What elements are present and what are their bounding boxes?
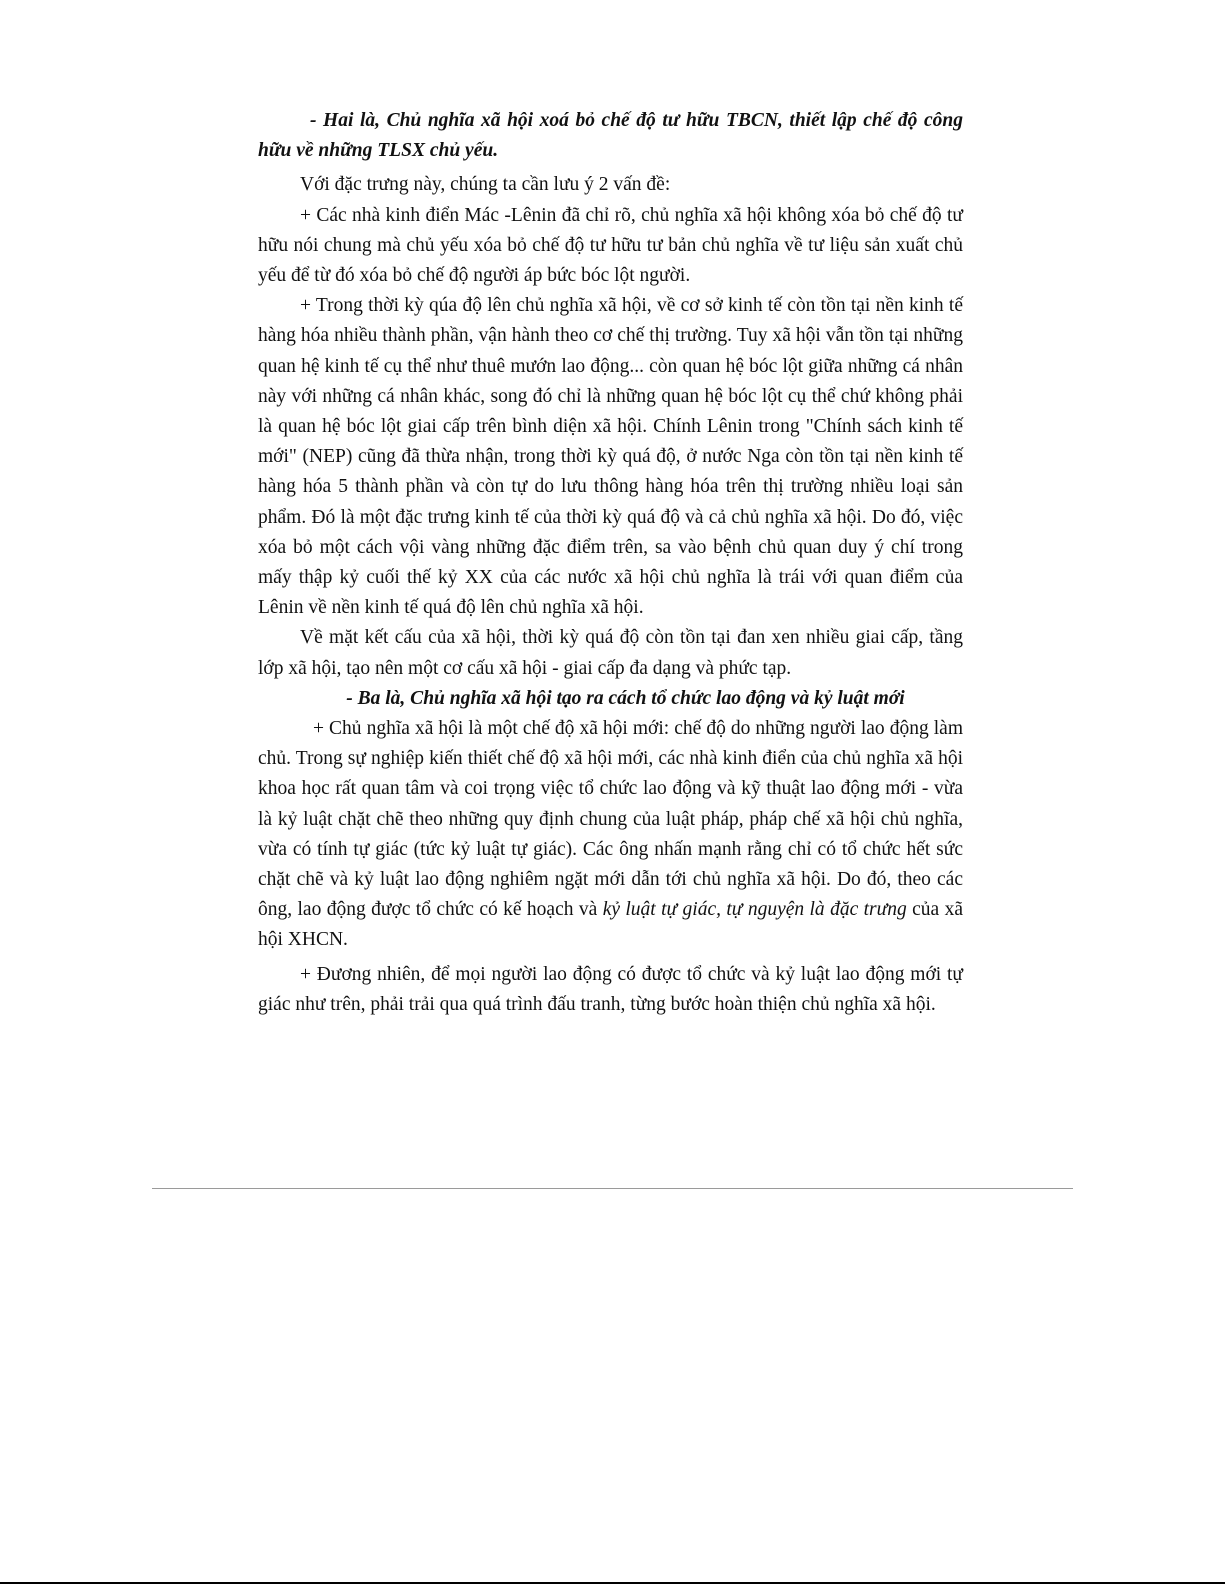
paragraph-conclusion: + Đương nhiên, để mọi người lao động có được tổ chức và kỷ luật lao động mới tự giác như trên, phải trải qua quá trình đấu tranh, từng bước hoàn thiện chủ nghĩa xã hội.	[258, 963, 963, 1015]
page-separator-line	[152, 1188, 1073, 1189]
paragraph-labor-emphasis: kỷ luật tự giác, tự nguyện là đặc trưng	[602, 899, 907, 921]
section-heading-three: - Ba là, Chủ nghĩa xã hội tạo ra cách tổ chức lao động và kỷ luật mới	[346, 687, 905, 709]
paragraph-point-two: + Trong thời kỳ qúa độ lên chủ nghĩa xã hội, về cơ sở kinh tế còn tồn tại nền kinh tế hàng hóa nhiều thành phần, vận hành theo cơ chế thị trường. Tuy xã hội vẫn tồn tại những quan hệ kinh tế cụ thể như thuê mướn lao động... còn quan hệ bóc lột giữa những cá nhân này với những cá nhân khác, song đó chỉ là những quan hệ bóc lột cụ thể chứ không phải là quan hệ bóc lột giai cấp trên bình diện xã hội. Chính Lênin trong "Chính sách kinh tế mới" (NEP) cũng đã thừa nhận, trong thời kỳ quá độ, ở nước Nga còn tồn tại nền kinh tế hàng hóa 5 thành phần và còn tự do lưu thông hàng hóa trên thị trường nhiều loại sản phẩm. Đó là một đặc trưng kinh tế của thời kỳ quá độ và cả chủ nghĩa xã hội. Do đó, việc xóa bỏ một cách vội vàng những đặc điểm trên, sa vào bệnh chủ quan duy ý chí trong mấy thập kỷ cuối thế kỷ XX của các nước xã hội chủ nghĩa là trái với quan điểm của Lênin về nền kinh tế quá độ lên chủ nghĩa xã hội.	[258, 295, 963, 619]
paragraph-point-one: + Các nhà kinh điển Mác -Lênin đã chỉ rõ, chủ nghĩa xã hội không xóa bỏ chế độ tư hữu nói chung mà chủ yếu xóa bỏ chế độ tư hữu tư bản chủ nghĩa về tư liệu sản xuất chủ yếu để từ đó xóa bỏ chế độ người áp bức bóc lột người.	[258, 204, 963, 287]
section-heading-two: - Hai là, Chủ nghĩa xã hội xoá bỏ chế độ tư hữu TBCN, thiết lập chế độ công hữu về những TLSX chủ yếu.	[258, 110, 963, 162]
paragraph-labor-end: của xã hội XHCN.	[258, 899, 964, 951]
paragraph-intro: Với đặc trưng này, chúng ta cần lưu ý 2 vấn đề:	[300, 174, 671, 196]
paragraph-social-structure: Về mặt kết cấu của xã hội, thời kỳ quá độ còn tồn tại đan xen nhiều giai cấp, tầng lớp xã hội, tạo nên một cơ cấu xã hội - giai cấp đa dạng và phức tạp.	[258, 627, 963, 679]
bottom-border-line	[0, 1582, 1225, 1584]
document-body	[258, 106, 963, 1020]
paragraph-labor-text: + Chủ nghĩa xã hội là một chế độ xã hội mới: chế độ do những người lao động làm chủ. Trong sự nghiệp kiến thiết chế độ xã hội mới, các nhà kinh điển của chủ nghĩa xã hội khoa học rất quan tâm và coi trọng việc tổ chức lao động và kỹ thuật lao động mới - vừa là kỷ luật chặt chẽ theo những quy định chung của luật pháp, pháp chế xã hội chủ nghĩa, vừa có tính tự giác (tức kỷ luật tự giác). Các ông nhấn mạnh rằng chỉ có tổ chức hết sức chặt chẽ và kỷ luật lao động nghiêm ngặt mới dẫn tới chủ nghĩa xã hội. Do đó, theo các ông, lao động được tổ chức có kế hoạch và	[258, 718, 963, 921]
paragraph-labor-organization	[258, 714, 963, 956]
